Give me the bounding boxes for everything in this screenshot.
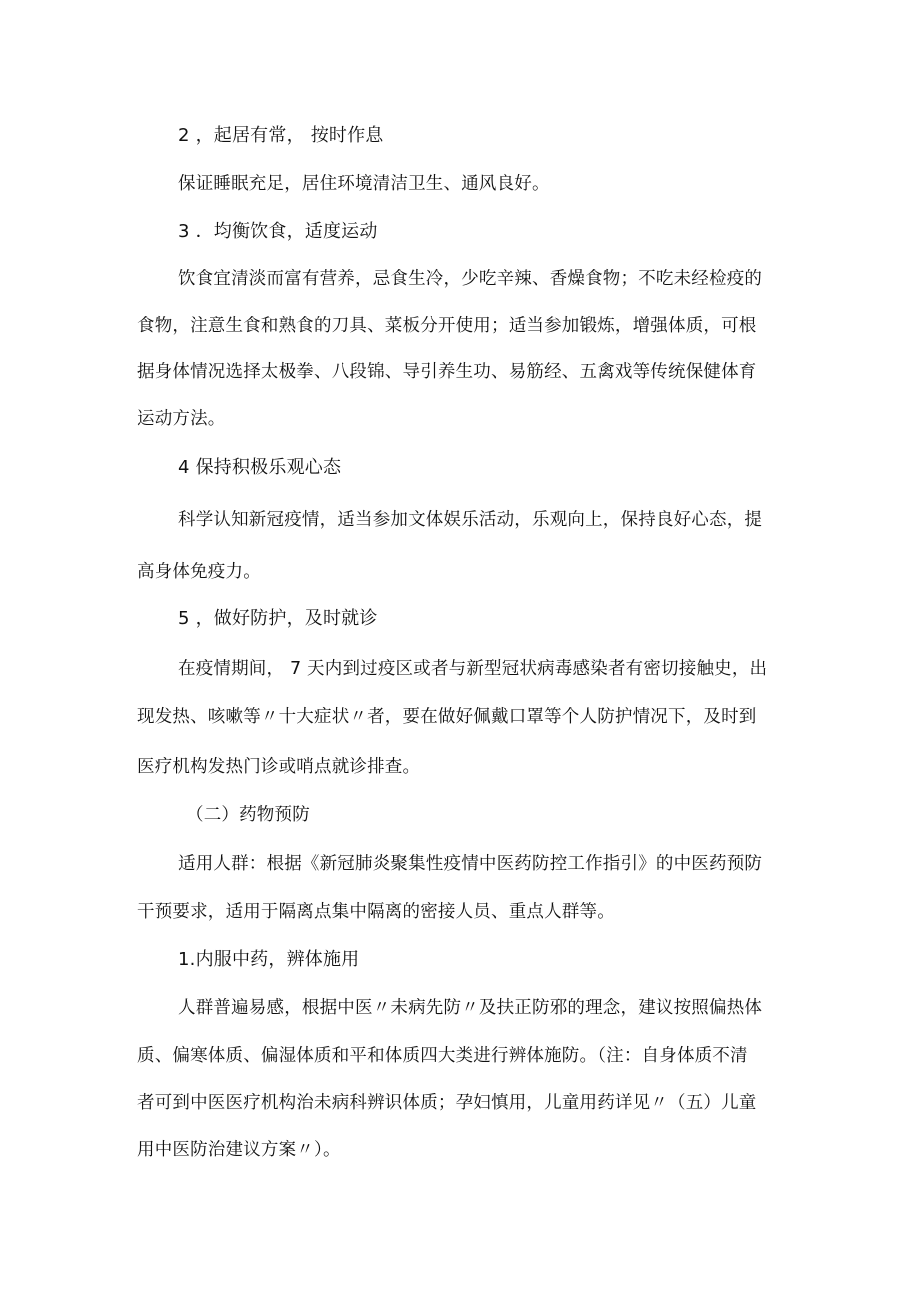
paragraph-line: 据身体情况选择太极拳、八段锦、导引养生功、易筋经、五禽戏等传统保健体育 [137, 362, 757, 382]
paragraph-line: 饮食宜清淡而富有营养，忌食生冷，少吃辛辣、香燥食物；不吃未经检疫的 [178, 269, 763, 289]
section-heading-2: 2 ，起居有常， 按时作息 [178, 125, 384, 146]
paragraph-line: 科学认知新冠疫情，适当参加文体娱乐活动，乐观向上，保持良好心态，提 [178, 510, 763, 530]
paragraph-line: 干预要求，适用于隔离点集中隔离的密接人员、重点人群等。 [137, 902, 615, 922]
paragraph-line: 保证睡眠充足，居住环境清洁卫生、通风良好。 [178, 174, 550, 194]
subsection-heading: （二）药物预防 [186, 805, 310, 825]
paragraph-line: 高身体免疫力。 [137, 562, 261, 582]
paragraph-line: 者可到中医医疗机构治未病科辨识体质；孕妇慎用，儿童用药详见〃（五）儿童 [137, 1093, 757, 1113]
section-heading-3: 3 ．均衡饮食，适度运动 [178, 221, 378, 242]
paragraph-line: 运动方法。 [137, 409, 226, 429]
paragraph-line: 适用人群：根据《新冠肺炎聚集性疫情中医药防控工作指引》的中医药预防 [178, 854, 763, 874]
section-heading-1: 1.内服中药，辨体施用 [178, 949, 360, 970]
paragraph-line: 人群普遍易感，根据中医〃未病先防〃及扶正防邪的理念，建议按照偏热体 [178, 998, 763, 1018]
section-heading-4: 4 保持积极乐观心态 [178, 457, 342, 478]
paragraph-line: 在疫情期间， 7 天内到过疫区或者与新型冠状病毒感染者有密切接触史，出 [178, 659, 768, 679]
paragraph-line: 质、偏寒体质、偏湿体质和平和体质四大类进行辨体施防。（注：自身体质不清 [137, 1046, 748, 1066]
paragraph-line: 用中医防治建议方案〃）。 [137, 1140, 341, 1160]
paragraph-line: 食物，注意生食和熟食的刀具、菜板分开使用；适当参加锻炼，增强体质，可根 [137, 316, 757, 336]
paragraph-line: 医疗机构发热门诊或哨点就诊排查。 [137, 757, 421, 777]
paragraph-line: 现发热、咳嗽等〃十大症状〃者，要在做好佩戴口罩等个人防护情况下，及时到 [137, 707, 757, 727]
section-heading-5: 5 ，做好防护，及时就诊 [178, 608, 378, 629]
